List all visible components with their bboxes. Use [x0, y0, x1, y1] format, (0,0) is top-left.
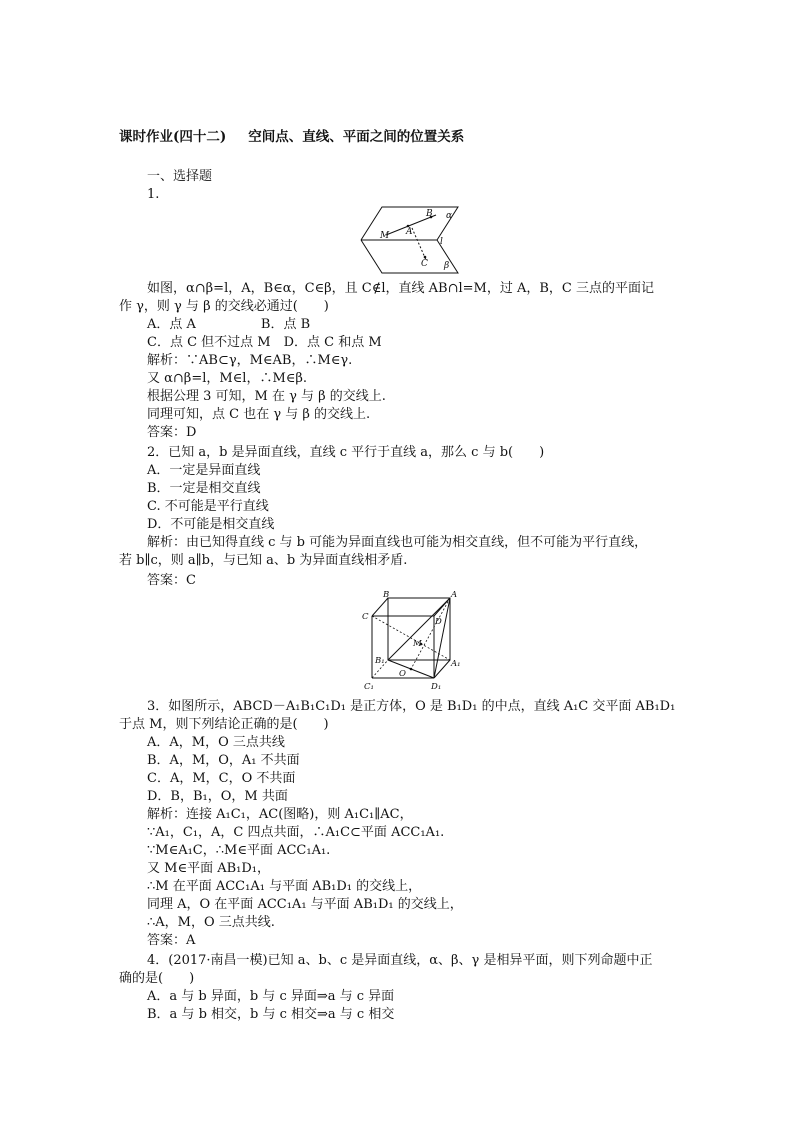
question-1-analysis-4: 同理可知，点 C 也在 γ 与 β 的交线上. — [147, 407, 371, 422]
question-2-text: 2．已知 a，b 是异面直线，直线 c 平行于直线 a，那么 c 与 b( ) — [147, 445, 545, 460]
label-a1: A₁ — [451, 659, 461, 669]
question-1-analysis-1: 解析：∵AB⊂γ，M∈AB，∴M∈γ. — [147, 353, 353, 368]
label-a: A — [451, 590, 458, 600]
question-3-option-c: C．A，M，C，O 不共面 — [147, 771, 296, 786]
question-1-text-1: 如图，α∩β=l，A，B∈α，C∈β，且 C∉l，直线 AB∩l=M，过 A，B，C 三点的平面记 — [147, 281, 655, 296]
edge-a1-d1 — [434, 660, 450, 678]
edge-a-d1 — [434, 598, 450, 678]
question-4-text-2: 确的是( ) — [119, 971, 195, 986]
title-sub: 空间点、直线、平面之间的位置关系 — [248, 129, 465, 145]
question-3-analysis-5: ∴M 在平面 ACC₁A₁ 与平面 AB₁D₁ 的交线上， — [147, 879, 422, 894]
question-1-analysis-2: 又 α∩β=l，M∈l，∴M∈β. — [147, 371, 308, 386]
question-3-analysis-2: ∵A₁，C₁，A，C 四点共面，∴A₁C⊂平面 ACC₁A₁. — [147, 825, 445, 840]
question-4-option-b: B．a 与 b 相交，b 与 c 相交⇒a 与 c 相交 — [147, 1007, 395, 1022]
question-3-analysis-6: 同理 A，O 在平面 ACC₁A₁ 与平面 AB₁D₁ 的交线上， — [147, 897, 463, 912]
question-3-analysis-1: 解析：连接 A₁C₁，AC(图略)，则 A₁C₁∥AC， — [147, 807, 413, 822]
question-1-answer: 答案：D — [147, 425, 197, 440]
question-2-option-b: B．一定是相交直线 — [147, 481, 261, 496]
label-b: B — [426, 209, 433, 219]
question-4-text-1: 4．(2017·南昌一模)已知 a、b、c 是异面直线，α、β、γ 是相异平面，则下列命题中正 — [147, 953, 653, 968]
question-3-analysis-3: ∵M∈A₁C，∴M∈平面 ACC₁A₁. — [147, 843, 331, 858]
question-3-option-d: D．B，B₁，O，M 共面 — [147, 789, 288, 804]
label-a: A — [406, 227, 413, 237]
edge-b-c — [372, 598, 388, 616]
line-a-o — [411, 598, 450, 669]
label-b1: B₁ — [375, 656, 385, 666]
question-3-text-1: 3．如图所示，ABCD－A₁B₁C₁D₁ 是正方体，O 是 B₁D₁ 的中点，直线 A₁C 交平面 AB₁D₁ — [147, 699, 676, 714]
label-alpha: α — [446, 211, 453, 221]
label-d: D — [435, 617, 442, 627]
figure-cube — [358, 588, 462, 696]
question-2-analysis-2: 若 b∥c，则 a∥b，与已知 a、b 为异面直线相矛盾. — [119, 553, 408, 568]
question-2-answer: 答案：C — [147, 573, 196, 588]
question-3-analysis-4: 又 M∈平面 AB₁D₁， — [147, 861, 270, 876]
question-2-option-c: C. 不可能是平行直线 — [147, 499, 269, 514]
point-c — [424, 256, 427, 259]
question-1-text-2: 作 γ，则 γ 与 β 的交线必通过( ) — [119, 299, 329, 314]
question-2-option-a: A．一定是异面直线 — [147, 463, 261, 478]
question-1-analysis-3: 根据公理 3 可知，M 在 γ 与 β 的交线上. — [147, 389, 386, 404]
question-2-analysis-1: 解析：由已知得直线 c 与 b 可能为异面直线也可能为相交直线，但不可能为平行直线， — [147, 535, 648, 550]
figure-planes — [360, 206, 460, 276]
question-3-text-2: 于点 M，则下列结论正确的是( ) — [119, 717, 329, 732]
label-c: C — [362, 612, 369, 622]
label-c: C — [421, 259, 428, 269]
label-d1: D₁ — [431, 682, 442, 692]
question-3-answer: 答案：A — [147, 933, 196, 948]
label-beta: β — [444, 261, 450, 271]
label-c1: C₁ — [364, 682, 374, 692]
title-main: 课时作业(四十二) — [119, 129, 227, 145]
question-1-option-ab: A．点 A B．点 B — [147, 317, 311, 332]
question-4-option-a: A．a 与 b 异面，b 与 c 异面⇒a 与 c 异面 — [147, 989, 395, 1004]
section-heading: 一、选择题 — [147, 169, 213, 184]
question-1-number: 1. — [147, 187, 160, 202]
question-3-option-b: B．A，M，O，A₁ 不共面 — [147, 753, 300, 768]
page-title — [119, 125, 464, 145]
point-o — [410, 668, 413, 671]
label-o: O — [399, 669, 406, 679]
line-mc-dashed — [412, 228, 426, 260]
label-m: M — [413, 639, 422, 649]
label-m: M — [380, 231, 390, 241]
edge-a-b1 — [388, 598, 450, 660]
question-1-option-cd: C．点 C 但不过点 M D．点 C 和点 M — [147, 335, 382, 350]
label-b: B — [383, 590, 390, 600]
label-l: l — [440, 237, 443, 247]
question-3-analysis-7: ∴A，M，O 三点共线. — [147, 915, 275, 930]
question-2-option-d: D．不可能是相交直线 — [147, 517, 275, 532]
question-3-option-a: A．A，M，O 三点共线 — [147, 735, 285, 750]
